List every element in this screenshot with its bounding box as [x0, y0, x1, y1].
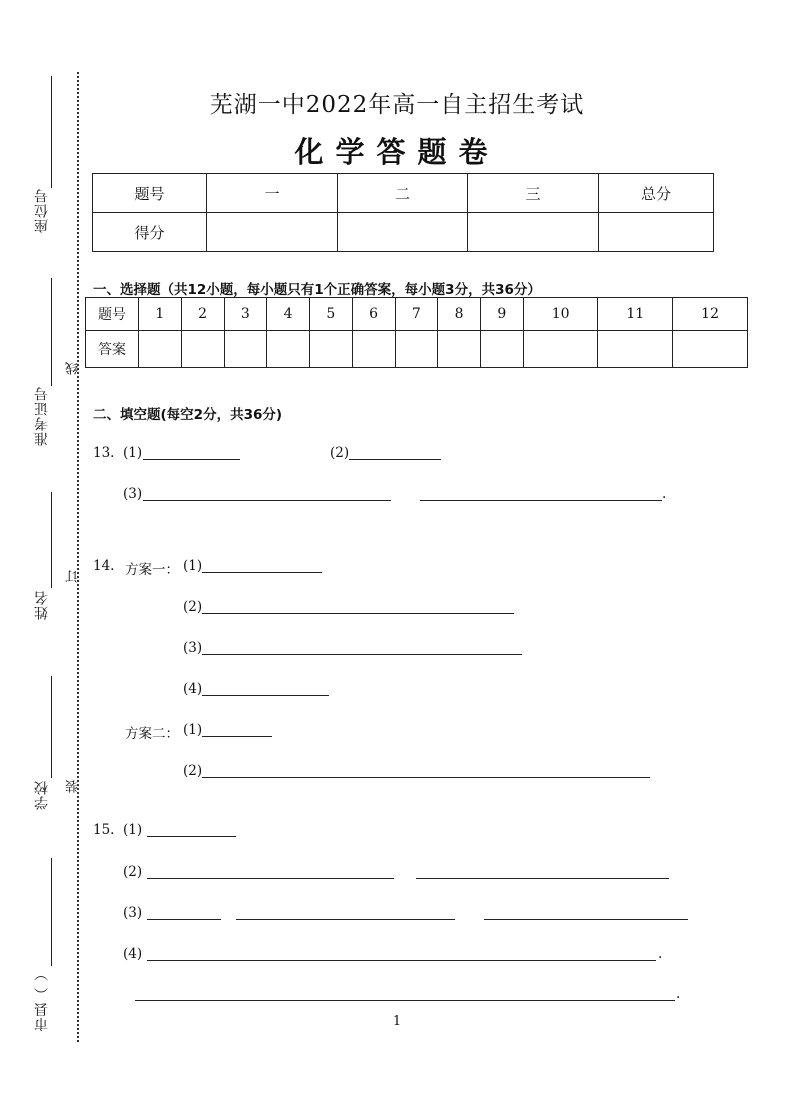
question-number: 5	[310, 298, 353, 331]
q15-blank-3b[interactable]	[236, 919, 455, 920]
q13-blank-3b[interactable]	[420, 500, 662, 501]
answer-cell[interactable]	[481, 331, 524, 368]
section2-title: 二、填空题(每空2分，共36分)	[93, 407, 283, 423]
answer-cell[interactable]	[267, 331, 310, 368]
question-number: 4	[267, 298, 310, 331]
q14-plan1-blank-4[interactable]	[202, 695, 329, 696]
answer-cell[interactable]	[310, 331, 353, 368]
q13-part1-label: (1)	[123, 445, 143, 461]
q14-label: 14.	[93, 558, 115, 574]
page-number: 1	[392, 1014, 402, 1029]
q14-plan1-part1-label: (1)	[183, 558, 203, 574]
q14-plan1-blank-1[interactable]	[202, 572, 322, 573]
answer-cell[interactable]	[673, 331, 748, 368]
q14-plan1-part4-label: (4)	[183, 681, 203, 697]
score-table	[92, 173, 714, 252]
score-cell[interactable]	[468, 213, 599, 252]
score-cell[interactable]	[599, 213, 714, 252]
q14-plan2-part2-label: (2)	[183, 763, 203, 779]
score-cell[interactable]	[338, 213, 468, 252]
q15-blank-3c[interactable]	[484, 919, 688, 920]
answer-cell[interactable]	[224, 331, 267, 368]
q14-plan1-part2-label: (2)	[183, 599, 203, 615]
q14-plan1-label: 方案一：	[125, 562, 179, 578]
q15-end-mark-1: .	[658, 946, 663, 962]
q13-part2-label: (2)	[330, 445, 350, 461]
q14-plan1-blank-3[interactable]	[202, 654, 522, 655]
q15-blank-2a[interactable]	[147, 878, 394, 879]
choice-row-label: 题号	[86, 298, 139, 331]
answer-cell[interactable]	[395, 331, 438, 368]
binding-dotted-line	[77, 72, 79, 1042]
question-number: 10	[523, 298, 598, 331]
q14-plan1-blank-2[interactable]	[202, 613, 514, 614]
q13-blank-1[interactable]	[143, 459, 240, 460]
exam-id-label: 准考证号	[34, 386, 50, 446]
q15-part1-label: (1)	[123, 822, 143, 838]
county-label: 市县（ ）	[34, 966, 50, 1032]
question-number: 7	[395, 298, 438, 331]
q15-blank-4b[interactable]	[135, 1000, 675, 1001]
binding-mark-line: 线	[66, 362, 81, 375]
score-row-label: 得分	[93, 213, 207, 252]
name-label: 姓名	[34, 590, 50, 620]
answer-cell[interactable]	[139, 331, 182, 368]
q15-label: 15.	[93, 822, 115, 838]
exam-title: 芜湖一中2022年高一自主招生考试	[209, 92, 585, 118]
question-number: 2	[181, 298, 224, 331]
question-number: 6	[352, 298, 395, 331]
answer-cell[interactable]	[438, 331, 481, 368]
q15-part2-label: (2)	[123, 864, 143, 880]
seat-label: 座位号	[34, 188, 50, 233]
question-number: 8	[438, 298, 481, 331]
question-number: 9	[481, 298, 524, 331]
score-header-cell: 总分	[599, 174, 714, 213]
q14-plan2-part1-label: (1)	[183, 722, 203, 738]
q14-plan2-label: 方案二：	[125, 726, 179, 742]
q13-blank-2[interactable]	[349, 459, 441, 460]
answer-cell[interactable]	[598, 331, 673, 368]
answer-sheet-title: 化学答题卷	[294, 135, 500, 169]
school-label: 学校	[34, 780, 50, 810]
binding-mark-ding: 订	[66, 570, 81, 583]
q15-blank-1[interactable]	[147, 836, 236, 837]
score-header-cell: 一	[207, 174, 338, 213]
county-underline	[51, 858, 52, 966]
answer-cell[interactable]	[523, 331, 598, 368]
question-number: 3	[224, 298, 267, 331]
name-underline	[51, 492, 52, 588]
q15-blank-3a[interactable]	[147, 919, 221, 920]
q13-label: 13.	[93, 445, 115, 461]
q15-part3-label: (3)	[123, 905, 143, 921]
score-header-cell: 三	[468, 174, 599, 213]
choice-answer-table	[85, 297, 748, 368]
score-header-cell: 二	[338, 174, 468, 213]
question-number: 12	[673, 298, 748, 331]
question-number: 1	[139, 298, 182, 331]
section1-title: 一、选择题（共12小题，每小题只有1个正确答案，每小题3分，共36分）	[93, 282, 541, 298]
binding-mark-zhuang: 装	[66, 780, 81, 793]
q13-part3-label: (3)	[123, 486, 143, 502]
score-header-cell: 题号	[93, 174, 207, 213]
choice-row-label: 答案	[86, 331, 139, 368]
q15-blank-4a[interactable]	[147, 960, 656, 961]
q14-plan1-part3-label: (3)	[183, 640, 203, 656]
question-number: 11	[598, 298, 673, 331]
q13-end-mark: .	[662, 486, 667, 502]
q14-plan2-blank-2[interactable]	[202, 777, 650, 778]
answer-cell[interactable]	[352, 331, 395, 368]
exam-id-underline	[51, 278, 52, 386]
q14-plan2-blank-1[interactable]	[202, 736, 272, 737]
q13-blank-3a[interactable]	[143, 500, 391, 501]
q15-part4-label: (4)	[123, 946, 143, 962]
school-underline	[51, 676, 52, 778]
q15-blank-2b[interactable]	[416, 878, 669, 879]
answer-cell[interactable]	[181, 331, 224, 368]
q15-end-mark-2: .	[676, 986, 681, 1002]
score-cell[interactable]	[207, 213, 338, 252]
